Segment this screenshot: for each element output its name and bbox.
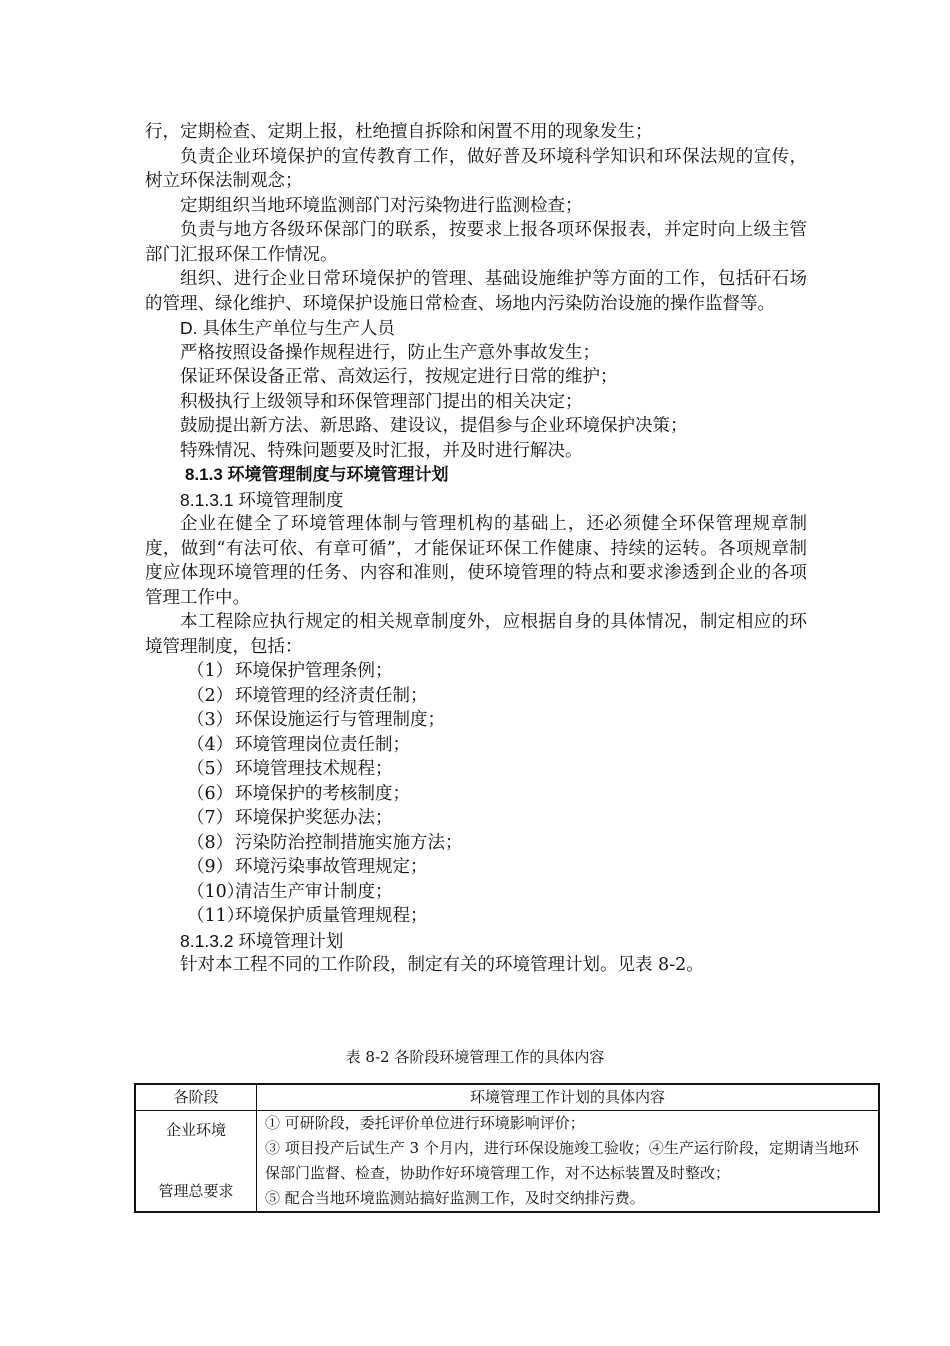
list-item [145,782,807,807]
list-text: 环境保护质量管理规程； [235,906,428,926]
list-text: 环保设施运行与管理制度； [235,710,445,730]
list-text: 清洁生产审计制度； [235,881,393,902]
subsection-title: 8.1.3.1 环境管理制度 [180,489,344,510]
list-item: 积极执行上级领导和环保管理部门提出的相关决定； [180,391,583,412]
list-text: 环境保护管理条例； [235,661,393,681]
list-item [145,684,807,709]
management-plan-table [134,1083,880,1213]
content-line: ⑤ 配合当地环境监测站搞好监测工作，及时交纳排污费。 [265,1189,645,1207]
list-item [145,855,807,880]
paragraph: 负责企业环境保护的宣传教育工作，做好普及环境科学知识和环保法规的宣传，树立环保法制观念； [145,146,807,191]
paragraph: 组织、进行企业日常环境保护的管理、基础设施维护等方面的工作，包括矸石场的管理、绿化维护、环境保护设施日常检查、场地内污染防治设施的操作监督等。 [145,269,807,314]
stage-cell [135,1111,257,1213]
stage-line: 管理总要求 [158,1182,234,1200]
list-text: 环境保护的考核制度； [235,783,410,804]
table-header-row [135,1084,879,1111]
paragraph: 行，定期检查、定期上报，杜绝擅自拆除和闲置不用的现象发生； [145,122,653,142]
paragraph: 本工程除应执行规定的相关规章制度外，应根据自身的具体情况，制定相应的环境管理制度，包括： [145,612,807,657]
list-text: 环境保护奖惩办法； [235,808,393,828]
list-number: （8） [187,832,234,853]
paragraph: 企业在健全了环境管理体制与管理机构的基础上，还必须健全环保管理规章制度，做到“有法可依、有章可循”，才能保证环保工作健康、持续的运转。各项规章制度应体现环境管理的任务、内容和准则，使环境管理的特点和要求渗透到企业的各项管理工作中。 [145,514,807,608]
list-number: （4） [187,734,234,755]
list-item [145,880,807,905]
list-number: （2） [187,685,234,706]
list-number: （5） [187,759,234,779]
paragraph: 针对本工程不同的工作阶段，制定有关的环境管理计划。见表 8-2。 [180,955,704,975]
list-item: 鼓励提出新方法、新思路、建设议，提倡参与企业环境保护决策； [180,416,688,436]
content-cell [257,1111,880,1213]
list-item [145,757,807,782]
content-line: ③ 项目投产后试生产 3 个月内，进行环保设施竣工验收；④生产运行阶段，定期请当地环保部门监督、检查，协助作好环境管理工作，对不达标装置及时整改； [265,1139,859,1182]
list-number: （6） [187,783,234,804]
list-item [145,904,807,929]
list-text: 环境管理技术规程； [235,759,393,779]
list-number: （10） [187,881,245,902]
list-text: 环境管理的经济责任制； [235,685,428,706]
list-item: 严格按照设备操作规程进行，防止生产意外事故发生； [180,342,600,363]
list-item [145,708,807,733]
stage-line: 企业环境 [165,1121,226,1139]
header-cell-stage: 各阶段 [135,1084,257,1111]
paragraph: 定期组织当地环境监测部门对污染物进行监测检查； [180,195,583,216]
body-text [145,120,807,978]
section-d-title: D. 具体生产单位与生产人员 [180,318,395,338]
table-caption: 表 8-2 各阶段环境管理工作的具体内容 [345,1048,605,1066]
list-number: （11） [187,906,245,926]
list-number: （1） [187,661,234,681]
section-heading: 8.1.3 环境管理制度与环境管理计划 [185,465,449,484]
paragraph: 负责与地方各级环保部门的联系，按要求上报各项环保报表，并定时向上级主管部门汇报环保工作情况。 [145,220,807,265]
list-item: 保证环保设备正常、高效运行，按规定进行日常的维护； [180,367,618,387]
content-line: ① 可研阶段，委托评价单位进行环境影响评价； [265,1114,585,1132]
list-item [145,733,807,758]
list-number: （7） [187,808,234,828]
list-number: （3） [187,710,234,730]
list-text: 污染防治控制措施实施方法； [235,832,463,853]
rules-list [145,659,807,929]
list-item: 特殊情况、特殊问题要及时汇报，并及时进行解决。 [180,440,583,461]
subsection-title: 8.1.3.2 环境管理计划 [180,930,344,951]
list-number: （9） [187,857,234,877]
list-item [145,659,807,684]
list-text: 环境污染事故管理规定； [235,857,428,877]
list-text: 环境管理岗位责任制； [235,734,410,755]
header-cell-content: 环境管理工作计划的具体内容 [257,1084,880,1111]
list-item [145,831,807,856]
list-item [145,806,807,831]
table-row [135,1111,879,1213]
